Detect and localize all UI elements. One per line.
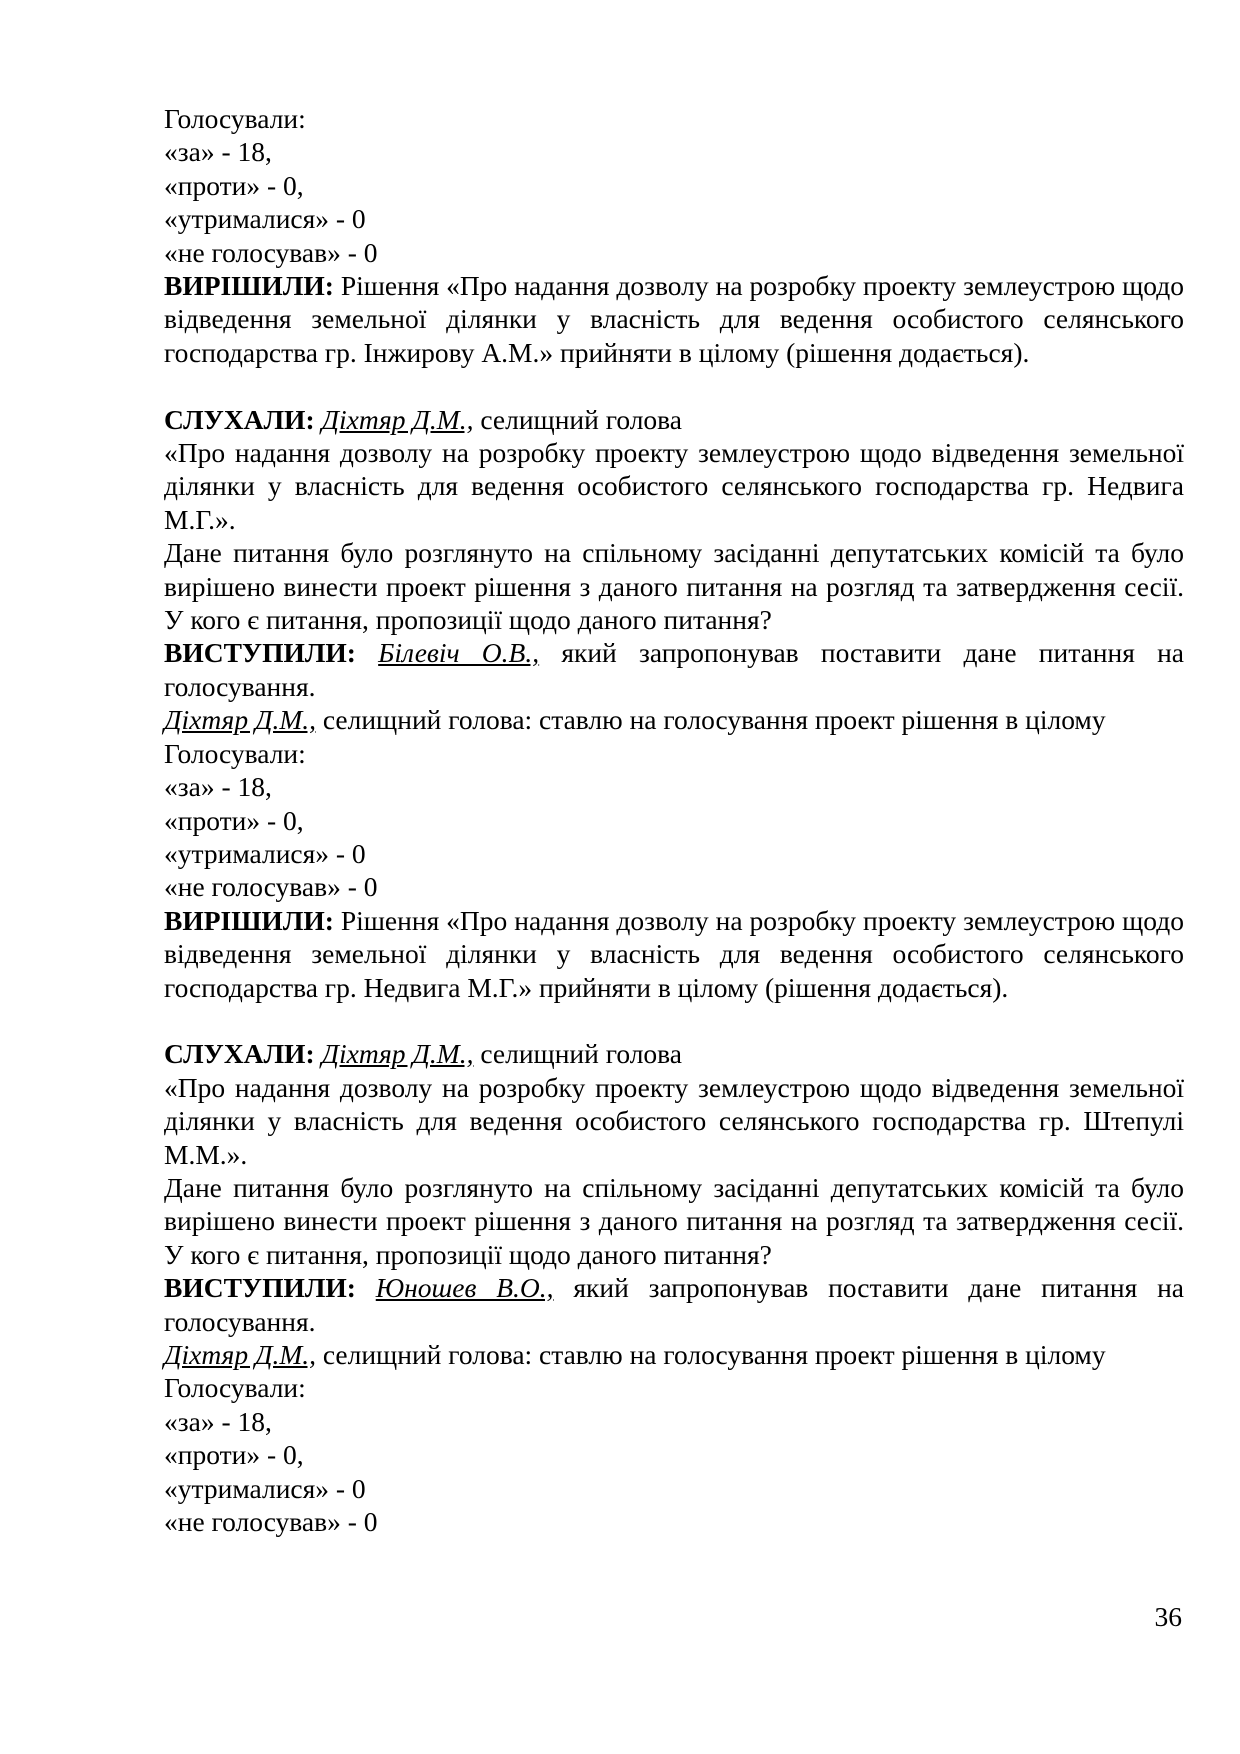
decision-text: Рішення «Про надання дозволу на розробку проекту землеустрою щодо відведення земельної ділянки у власність для ведення особистого селянського господарства гр. Інжирову А.М.» прийняти в цілому (рішення додається). [164, 270, 1184, 368]
spoke-name: Юношев В.О., [375, 1272, 554, 1304]
vote-not-voted: «не голосував» - 0 [164, 236, 378, 268]
vote-heading: Голосували: [164, 103, 306, 134]
chair-line [164, 703, 1184, 736]
decision-paragraph [164, 269, 1184, 369]
topic-paragraph: «Про надання дозволу на розробку проекту землеустрою щодо відведення земельної ділянки у власність для ведення особистого селянського господарства гр. Недвига М.Г.». [164, 437, 1184, 535]
page-number: 36 [1154, 1601, 1182, 1632]
spoke-label: ВИСТУПИЛИ: [164, 637, 356, 669]
document-page [164, 102, 1184, 1538]
spoke-label: ВИСТУПИЛИ: [164, 1272, 356, 1304]
chair-name: Діхтяр Д.М., [164, 704, 316, 736]
section-gap [164, 1004, 1184, 1037]
speaker-name: Діхтяр Д.М., [321, 1038, 474, 1070]
heard-label: СЛУХАЛИ: [164, 1038, 315, 1070]
vote-for: «за» - 18, [164, 136, 272, 168]
decision-label: ВИРІШИЛИ: [164, 904, 334, 936]
spoke-paragraph [164, 636, 1184, 703]
vote-against: «проти» - 0, [164, 1439, 304, 1471]
section-gap [164, 369, 1184, 402]
vote-heading: Голосували: [164, 1372, 306, 1404]
heard-label: СЛУХАЛИ: [164, 403, 315, 435]
vote-for: «за» - 18, [164, 771, 272, 803]
info-paragraph: Дане питання було розглянуто на спільному засіданні депутатських комісій та було вирішено винести проект рішення з даного питання на розгляд та затвердження сесії. У кого є питання, пропозиції щодо даного питання? [164, 537, 1184, 636]
speaker-role: селищний голова [473, 1038, 683, 1070]
vote-not-voted: «не голосував» - 0 [164, 1506, 378, 1538]
vote-not-voted: «не голосував» - 0 [164, 871, 378, 903]
vote-abstained: «утрималися» - 0 [164, 837, 366, 869]
vote-for: «за» - 18, [164, 1405, 272, 1437]
spoke-paragraph [164, 1271, 1184, 1338]
heard-line [164, 403, 1184, 436]
vote-abstained: «утрималися» - 0 [164, 1472, 366, 1504]
spoke-name: Білевіч О.В., [378, 637, 540, 669]
spoke-text: який запропонував поставити дане питання на голосування. [164, 1272, 1184, 1337]
vote-against: «проти» - 0, [164, 804, 304, 836]
chair-line [164, 1338, 1184, 1371]
decision-paragraph [164, 904, 1184, 1004]
topic-paragraph: «Про надання дозволу на розробку проекту землеустрою щодо відведення земельної ділянки у власність для ведення особистого селянського господарства гр. Штепулі М.М.». [164, 1071, 1184, 1170]
speaker-name: Діхтяр Д.М., [321, 403, 474, 435]
decision-label: ВИРІШИЛИ: [164, 270, 334, 302]
info-paragraph: Дане питання було розглянуто на спільному засіданні депутатських комісій та було вирішено винести проект рішення з даного питання на розгляд та затвердження сесії. У кого є питання, пропозиції щодо даного питання? [164, 1171, 1184, 1270]
vote-heading: Голосували: [164, 737, 306, 769]
spoke-text: який запропонував поставити дане питання на голосування. [164, 637, 1184, 702]
speaker-role: селищний голова [473, 403, 683, 435]
decision-text: Рішення «Про надання дозволу на розробку проекту землеустрою щодо відведення земельної ділянки у власність для ведення особистого селянського господарства гр. Недвига М.Г.» прийняти в цілому (рішення додається). [164, 904, 1184, 1003]
vote-abstained: «утрималися» - 0 [164, 203, 366, 235]
heard-line [164, 1037, 1184, 1070]
chair-text: селищний голова: ставлю на голосування проект рішення в цілому [315, 1339, 1106, 1370]
chair-text: селищний голова: ставлю на голосування проект рішення в цілому [315, 704, 1106, 736]
vote-against: «проти» - 0, [164, 169, 304, 201]
chair-name: Діхтяр Д.М., [164, 1339, 316, 1370]
